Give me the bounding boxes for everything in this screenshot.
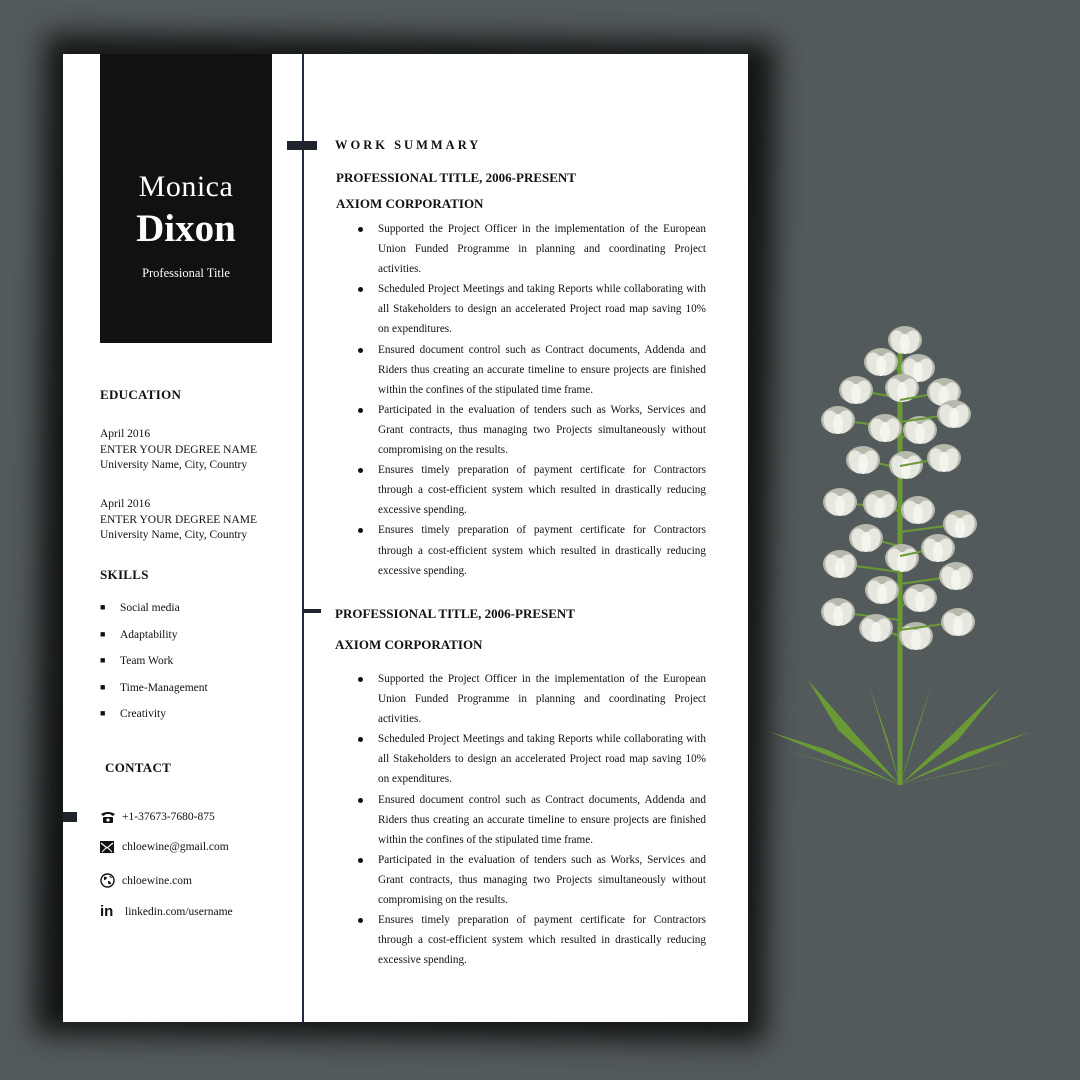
- bullet-text: Ensured document control such as Contract documents, Addenda and Riders thus creating an accurate timeline to ensure projects are finished within the confines of the stipulated time frame.: [378, 793, 706, 846]
- plant-flower: [884, 544, 919, 574]
- job-bullet: [356, 279, 706, 339]
- job-bullets: [356, 669, 706, 970]
- timeline-marker: [63, 812, 77, 822]
- bullet-text: Ensures timely preparation of payment certificate for Contractors through a cost-efficient system which resulted in drastically reducing excessive spending.: [378, 464, 706, 517]
- bullet-dot: [358, 798, 363, 803]
- bullet-text: Supported the Project Officer in the implementation of the European Union Funded Programme in planning and coordinating Project activities.: [378, 673, 706, 726]
- email-text: chloewine@gmail.com: [122, 841, 229, 853]
- skills-heading: SKILLS: [100, 567, 149, 582]
- job-bullets: [356, 219, 706, 581]
- plant-leaf: [900, 760, 1018, 785]
- bullet-dot: [358, 348, 363, 353]
- bullet-text: Ensures timely preparation of payment certificate for Contractors through a cost-efficient system which resulted in drastically reducing excessive spending.: [378, 914, 706, 967]
- linkedin-icon: in: [100, 903, 114, 920]
- education-heading: EDUCATION: [100, 387, 182, 402]
- contact-linkedin[interactable]: [100, 903, 233, 920]
- job-bullet: [356, 669, 706, 729]
- bullet-dot: [358, 858, 363, 863]
- bullet-icon: ■: [100, 602, 106, 612]
- skill-item: [100, 655, 208, 682]
- plant-flower: [864, 576, 900, 606]
- plant-flower: [863, 348, 900, 378]
- phone-icon: [100, 811, 122, 823]
- job-title: PROFESSIONAL TITLE, 2006-PRESENT: [335, 606, 575, 621]
- company-name: AXIOM CORPORATION: [335, 637, 483, 652]
- bullet-text: Supported the Project Officer in the implementation of the European Union Funded Programme in planning and coordinating Project activities.: [378, 223, 706, 276]
- bullet-dot: [358, 737, 363, 742]
- contact-heading: CONTACT: [105, 760, 172, 775]
- bullet-icon: ■: [100, 708, 106, 718]
- globe-icon: [100, 873, 122, 888]
- last-name: Dixon: [136, 207, 236, 250]
- contact-phone[interactable]: [100, 811, 215, 823]
- plant-flower: [900, 496, 936, 526]
- education-degree: ENTER YOUR DEGREE NAME: [100, 443, 258, 456]
- company-name: AXIOM CORPORATION: [336, 196, 484, 211]
- job-bullet: [356, 460, 706, 520]
- bullet-dot: [358, 528, 363, 533]
- bullet-text: Participated in the evaluation of tenders such as Works, Services and Grant contracts, thus managing two Projects simultaneously without compromising on the results.: [378, 853, 706, 907]
- work-summary-heading: WORK SUMMARY: [335, 138, 482, 152]
- education-entry: [100, 427, 257, 474]
- plant-flower: [888, 451, 923, 481]
- bullet-text: Ensures timely preparation of payment certificate for Contractors through a cost-efficient system which resulted in drastically reducing excessive spending.: [378, 524, 706, 577]
- skill-item: [100, 682, 208, 709]
- skill-item: [100, 602, 208, 629]
- resume-page: [63, 54, 748, 1022]
- job-bullet: [356, 850, 706, 910]
- skill-item: [100, 629, 208, 656]
- timeline-divider: [302, 54, 304, 1022]
- bullet-icon: ■: [100, 681, 106, 692]
- skill-label: Social media: [120, 602, 180, 614]
- plant-leaf: [770, 732, 900, 785]
- job-bullet: [356, 910, 706, 970]
- email-icon: [100, 841, 122, 853]
- bullet-icon: ■: [100, 628, 106, 639]
- education-school: University Name, City, Country: [100, 459, 248, 471]
- yucca-plant-illustration: [768, 320, 1038, 800]
- skill-label: Creativity: [120, 708, 166, 720]
- bullet-icon: ■: [100, 655, 106, 665]
- professional-title: Professional Title: [142, 266, 230, 280]
- plant-leaf: [808, 680, 900, 785]
- bullet-text: Ensured document control such as Contract documents, Addenda and Riders thus creating an accurate timeline to ensure projects are finished within the confines of the stipulated time frame.: [378, 343, 706, 396]
- bullet-dot: [358, 677, 363, 682]
- linkedin-text: linkedin.com/username: [125, 905, 233, 918]
- name-block: [100, 54, 272, 343]
- job-bullet: [356, 729, 706, 789]
- job-bullet: [356, 400, 706, 460]
- bullet-dot: [358, 408, 363, 413]
- contact-website[interactable]: [100, 873, 192, 888]
- job-bullet: [356, 219, 706, 279]
- education-date: April 2016: [100, 498, 151, 510]
- plant-flower: [900, 584, 938, 614]
- contact-email[interactable]: [100, 841, 229, 853]
- bullet-text: Scheduled Project Meetings and taking Reports while collaborating with all Stakeholders to design an accelerated Project road map saving 10% on expenditures.: [378, 733, 706, 786]
- first-name: Monica: [138, 170, 234, 203]
- skill-label: Adaptability: [120, 628, 178, 641]
- plant-flower: [887, 326, 922, 356]
- bullet-dot: [358, 287, 363, 292]
- education-date: April 2016: [100, 428, 151, 440]
- education-degree: ENTER YOUR DEGREE NAME: [100, 513, 258, 526]
- phone-text: +1-37673-7680-875: [122, 811, 215, 823]
- job-bullet: [356, 790, 706, 850]
- plant-flower: [867, 414, 902, 444]
- job-title: PROFESSIONAL TITLE, 2006-PRESENT: [336, 170, 576, 185]
- skill-label: Time-Management: [120, 681, 208, 694]
- education-entry: [100, 497, 257, 544]
- website-text: chloewine.com: [122, 874, 192, 887]
- timeline-marker: [287, 141, 317, 150]
- plant-leaf: [900, 732, 1030, 785]
- skill-item: [100, 708, 208, 735]
- bullet-text: Scheduled Project Meetings and taking Reports while collaborating with all Stakeholders to design an accelerated Project road map saving 10% on expenditures.: [378, 283, 706, 336]
- skills-list: [100, 602, 208, 735]
- bullet-dot: [358, 918, 363, 923]
- bullet-dot: [358, 227, 363, 232]
- bullet-text: Participated in the evaluation of tenders such as Works, Services and Grant contracts, thus managing two Projects simultaneously without compromising on the results.: [378, 403, 706, 457]
- skill-label: Team Work: [120, 655, 174, 667]
- job-bullet: [356, 520, 706, 580]
- bullet-dot: [358, 468, 363, 473]
- plant-flower: [862, 490, 900, 520]
- job-bullet: [356, 340, 706, 400]
- timeline-marker: [303, 609, 321, 613]
- education-school: University Name, City, Country: [100, 529, 248, 541]
